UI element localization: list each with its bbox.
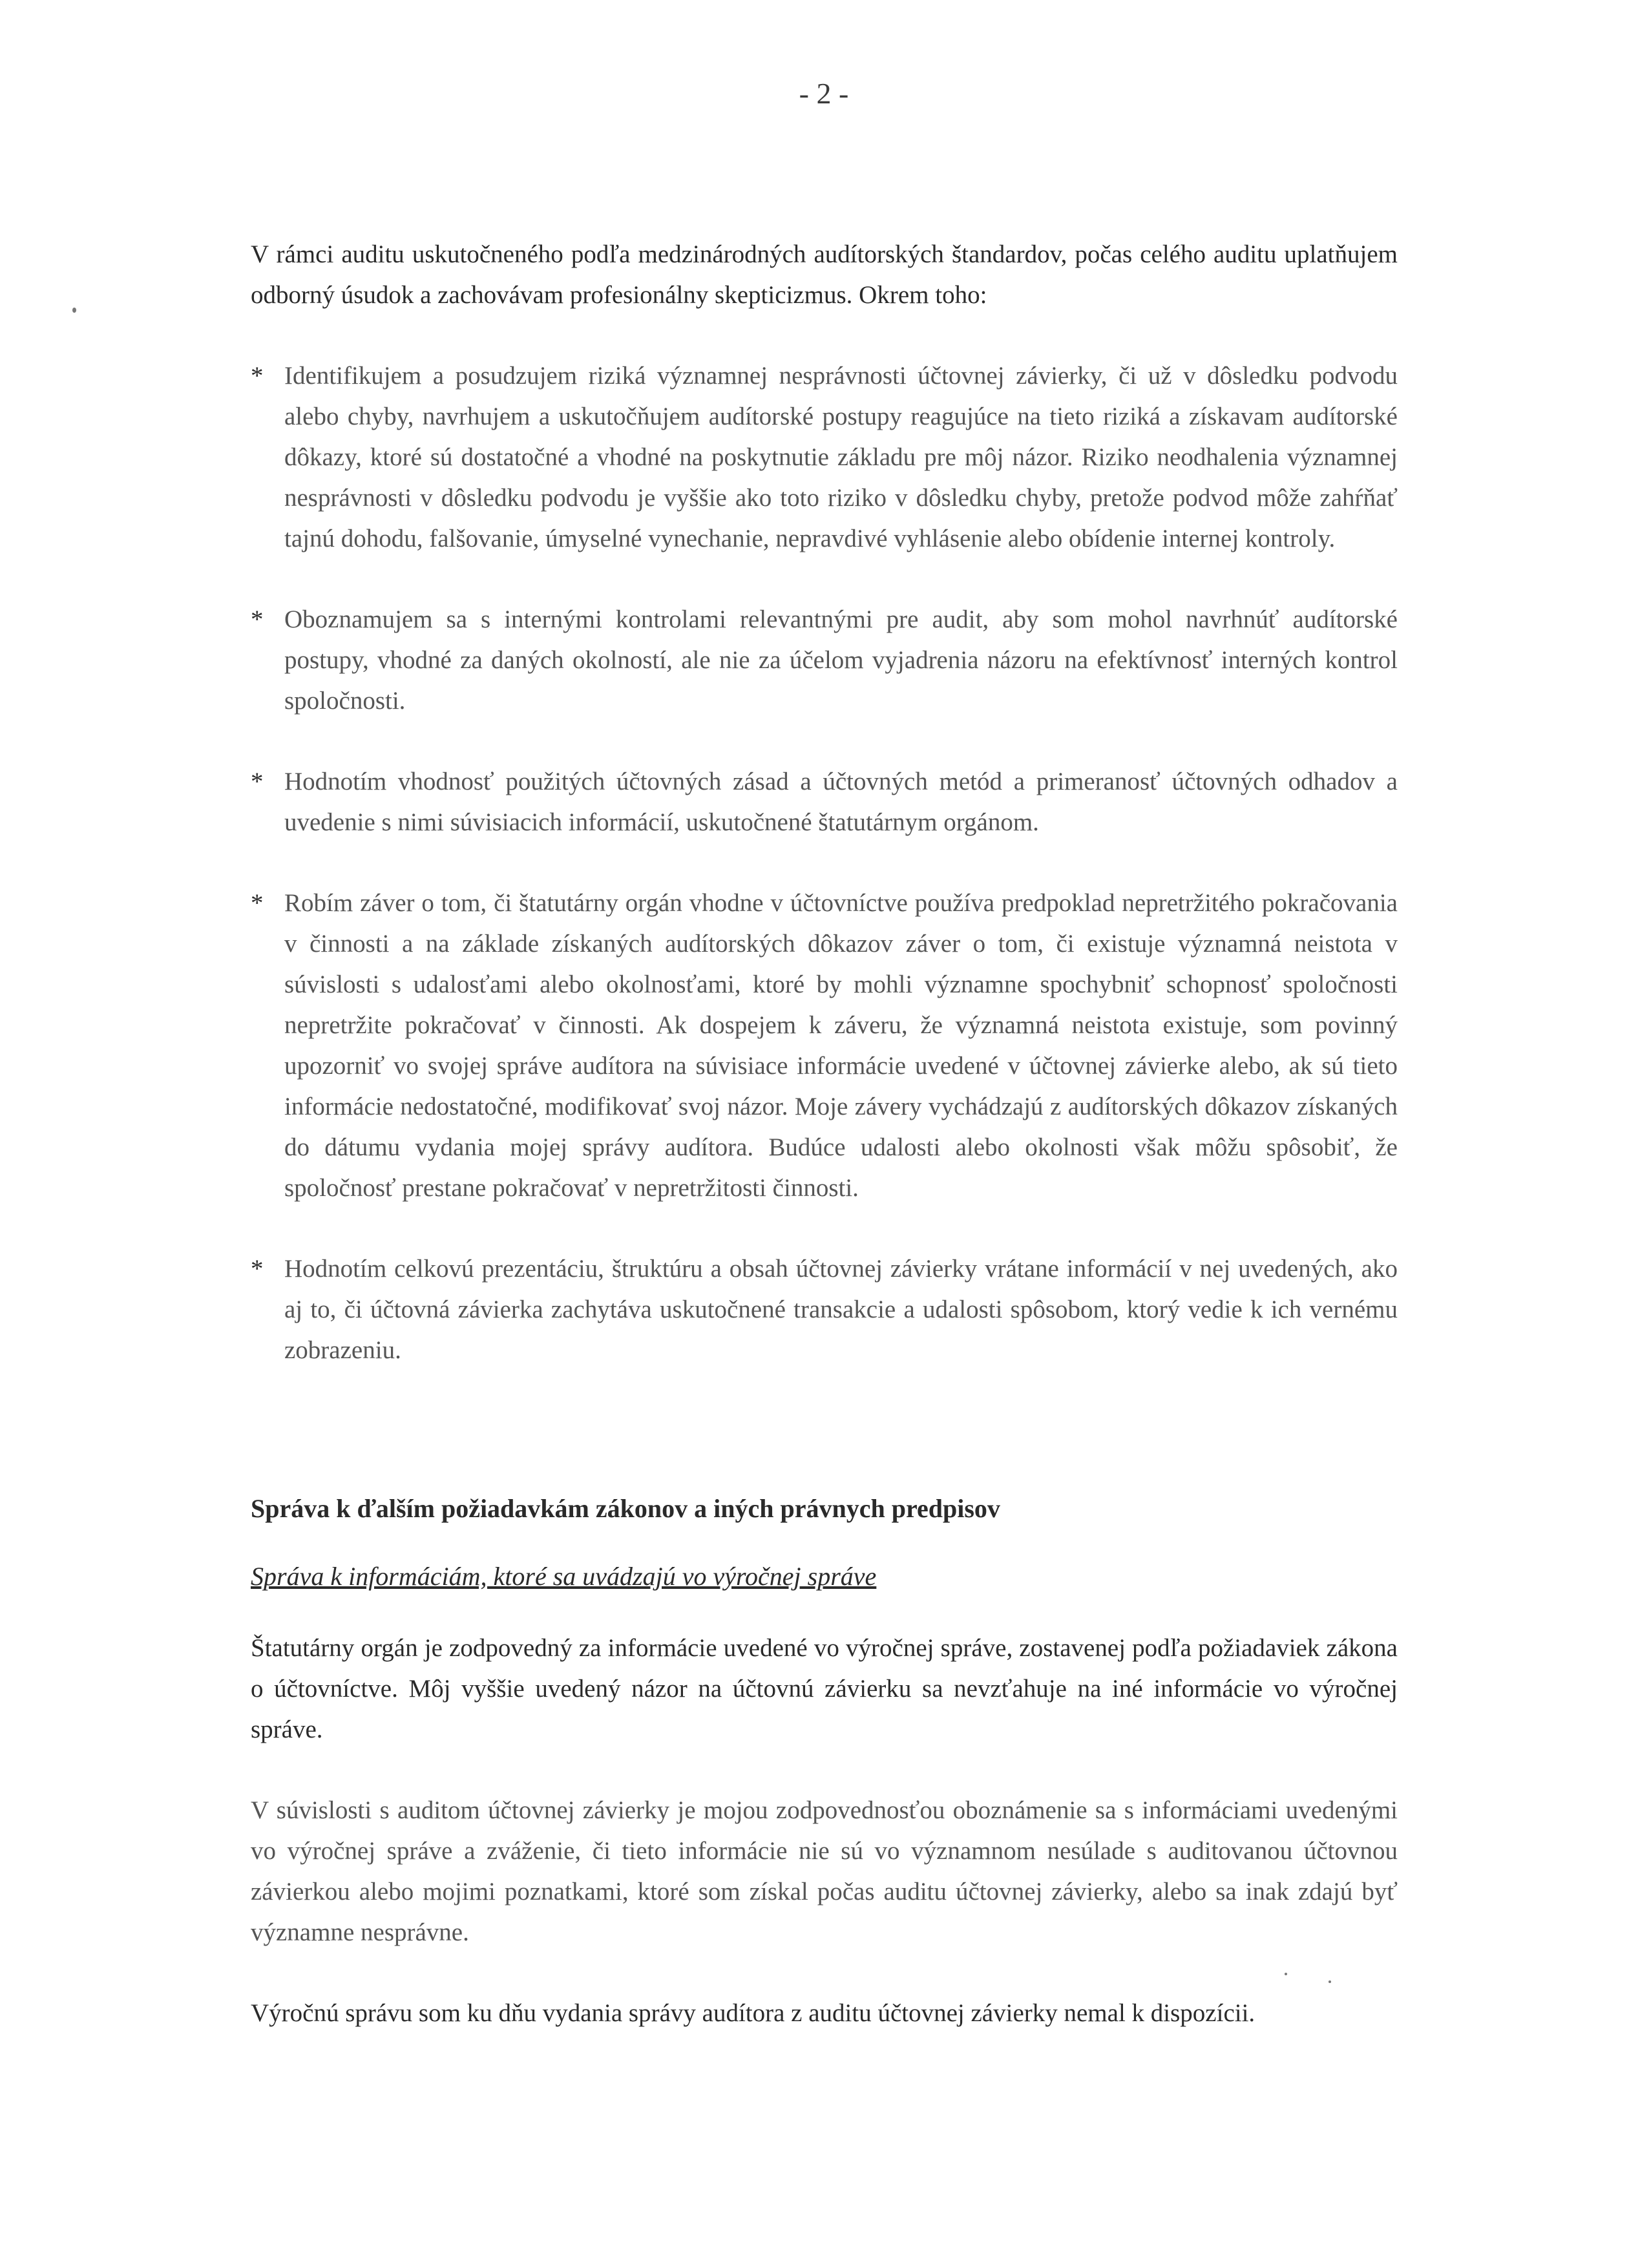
bullet-text: Identifikujem a posudzujem riziká významnej nesprávnosti účtovnej závierky, či už v dôsledku podvodu alebo chyby, navrhujem a uskutočňujem audítorské postupy reagujúce na tieto riziká a získavam audítorské dôkazy, ktoré sú dostatočné a vhodné na poskytnutie základu pre môj názor. Riziko neodhalenia významnej nesprávnosti v dôsledku podvodu je vyššie ako toto riziko v dôsledku chyby, pretože podvod môže zahŕňať tajnú dohodu, falšovanie, úmyselné vynechanie, nepravdivé vyhlásenie alebo obídenie internej kontroly. xyxy=(284,362,1398,552)
body-paragraph: V súvislosti s auditom účtovnej závierky je mojou zodpovednosťou oboznámenie sa s informáciami uvedenými vo výročnej správe a zváženie, či tieto informácie nie sú vo významnom nesúlade s auditovanou účtovnou závierkou alebo mojimi poznatkami, ktoré som získal počas auditu účtovnej závierky, alebo sa inak zdajú byť významne nesprávne. xyxy=(251,1796,1398,1946)
bullet-text: Hodnotím celkovú prezentáciu, štruktúru a obsah účtovnej závierky vrátane informácií v nej uvedených, ako aj to, či účtovná závierka zachytáva uskutočnené transakcie a udalosti spôsobom, ktorý vedie k ich vernému zobrazeniu. xyxy=(284,1255,1398,1364)
bullet-item xyxy=(251,1248,1398,1370)
bullet-asterisk: * xyxy=(251,362,264,390)
bullet-item xyxy=(251,761,1398,843)
subsection-heading: Správa k informáciám, ktoré sa uvádzajú vo výročnej správe xyxy=(251,1562,877,1591)
section-heading: Správa k ďalším požiadavkám zákonov a iných právnych predpisov xyxy=(251,1494,1000,1523)
body-paragraph: Štatutárny orgán je zodpovedný za informácie uvedené vo výročnej správe, zostavenej podľa požiadaviek zákona o účtovníctve. Môj vyššie uvedený názor na účtovnú závierku sa nevzťahuje na iné informácie vo výročnej správe. xyxy=(251,1634,1398,1743)
bullet-text: Hodnotím vhodnosť použitých účtovných zásad a účtovných metód a primeranosť účtovných odhadov a uvedenie s nimi súvisiacich informácií, uskutočnené štatutárnym orgánom. xyxy=(284,768,1398,836)
document-body xyxy=(251,234,1398,2074)
bullet-text: Robím záver o tom, či štatutárny orgán vhodne v účtovníctve používa predpoklad nepretržitého pokračovania v činnosti a na základe získaných audítorských dôkazov záver o tom, či existuje významná neistota v súvislosti s udalosťami alebo okolnosťami, ktoré by mohli významne spochybniť schopnosť spoločnosti nepretržite pokračovať v činnosti. Ak dospejem k záveru, že významná neistota existuje, som povinný upozorniť vo svojej správe audítora na súvisiace informácie uvedené v účtovnej závierke alebo, ak sú tieto informácie nedostatočné, modifikovať svoj názor. Moje závery vychádzajú z audítorských dôkazov získaných do dátumu vydania mojej správy audítora. Budúce udalosti alebo okolnosti však môžu spôsobiť, že spoločnosť prestane pokračovať v nepretržitosti činnosti. xyxy=(284,889,1398,1202)
bullet-item xyxy=(251,883,1398,1208)
scan-speck xyxy=(72,308,76,313)
bullet-text: Oboznamujem sa s internými kontrolami relevantnými pre audit, aby som mohol navrhnúť audítorské postupy, vhodné za daných okolností, ale nie za účelom vyjadrenia názoru na efektívnosť interných kontrol spoločnosti. xyxy=(284,605,1398,715)
bullet-asterisk: * xyxy=(251,768,264,795)
bullet-item xyxy=(251,355,1398,559)
bullet-asterisk: * xyxy=(251,1255,264,1283)
body-paragraph: Výročnú správu som ku dňu vydania správy audítora z auditu účtovnej závierky nemal k dispozícii. xyxy=(251,1999,1255,2027)
bullet-asterisk: * xyxy=(251,605,264,633)
page-number: - 2 - xyxy=(799,77,849,110)
section-spacer xyxy=(251,1411,1398,1488)
bullet-item xyxy=(251,599,1398,721)
intro-paragraph: V rámci auditu uskutočneného podľa medzinárodných audítorských štandardov, počas celého auditu uplatňujem odborný úsudok a zachovávam profesionálny skepticizmus. Okrem toho: xyxy=(251,240,1398,309)
bullet-asterisk: * xyxy=(251,889,264,917)
